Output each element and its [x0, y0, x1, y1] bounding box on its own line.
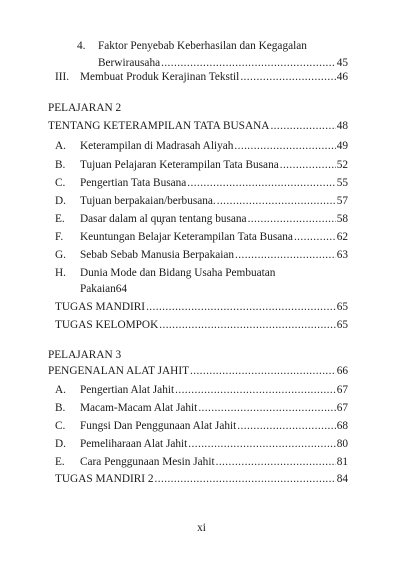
toc-item-number: C. — [55, 177, 66, 189]
section-title: PELAJARAN 2 — [48, 102, 122, 114]
toc-entry[interactable] — [80, 453, 348, 471]
toc-row — [0, 174, 403, 192]
toc-item-number: H. — [55, 267, 66, 279]
toc-entry[interactable] — [80, 137, 348, 155]
toc-row — [0, 280, 403, 298]
toc-entry[interactable] — [80, 246, 348, 264]
toc-item-page: 84 — [336, 473, 348, 485]
dot-leader — [237, 417, 335, 435]
toc-item-label: Cara Penggunaan Mesin Jahit — [80, 456, 215, 468]
toc-entry[interactable] — [80, 399, 348, 417]
toc-item-page: 67 — [336, 384, 348, 396]
toc-item-label: Membuat Produk Kerajinan Tekstil — [80, 71, 240, 83]
toc-item-label: TUGAS KELOMPOK — [55, 319, 159, 331]
dot-leader — [175, 381, 336, 399]
toc-item-label: PENGENALAN ALAT JAHIT — [48, 365, 189, 377]
toc-item-page: 67 — [336, 402, 348, 414]
dot-leader — [248, 210, 336, 228]
toc-item-label: Pakaian64 — [80, 283, 128, 295]
toc-item-number: A. — [55, 384, 66, 396]
toc-entry[interactable] — [55, 316, 348, 334]
dot-leader — [146, 298, 336, 316]
toc-entry[interactable] — [55, 298, 348, 316]
toc-item-number: A. — [55, 140, 66, 152]
toc-item-page: 65 — [336, 319, 348, 331]
toc-item-label: Keterampilan di Madrasah Aliyah — [80, 140, 234, 152]
toc-entry[interactable] — [80, 156, 348, 174]
toc-item-page: 45 — [336, 57, 348, 69]
toc-item-label: Berwirausaha — [98, 57, 161, 69]
toc-item-page: 66 — [336, 365, 348, 377]
toc-row — [0, 37, 403, 55]
toc-entry[interactable] — [48, 362, 348, 380]
dot-leader — [235, 246, 336, 264]
toc-item-page: 57 — [336, 195, 348, 207]
toc-entry[interactable] — [48, 117, 348, 135]
toc-item-number: D. — [55, 438, 66, 450]
toc-item-label: Pengertian Alat Jahit — [80, 384, 175, 396]
toc-item-page: 48 — [336, 120, 348, 132]
toc-item-label: Dunia Mode dan Bidang Usaha Pembuatan — [80, 267, 276, 279]
toc-item-label: TUGAS MANDIRI — [55, 301, 146, 313]
toc-entry[interactable] — [80, 192, 348, 210]
dot-leader — [159, 316, 335, 334]
toc-item-label: TENTANG KETERAMPILAN TATA BUSANA — [48, 120, 270, 132]
toc-entry[interactable] — [80, 210, 348, 228]
toc-row — [0, 68, 403, 86]
toc-entry[interactable] — [55, 470, 348, 488]
toc-item-label: Macam-Macam Alat Jahit — [80, 402, 198, 414]
toc-item-number: B. — [55, 402, 66, 414]
toc-item-number: 4. — [77, 40, 86, 52]
toc-item-page: 81 — [336, 456, 348, 468]
toc-item-label: TUGAS MANDIRI 2 — [55, 473, 154, 485]
toc-row — [0, 470, 403, 488]
toc-item-page: 68 — [336, 420, 348, 432]
toc-item-page: 55 — [336, 177, 348, 189]
toc-row — [0, 435, 403, 453]
toc-row — [0, 298, 403, 316]
toc-item-label: Pemeliharaan Alat Jahit — [80, 438, 188, 450]
dot-leader — [280, 156, 336, 174]
dot-leader — [234, 137, 335, 155]
dot-leader — [155, 470, 336, 488]
toc-item-number: E. — [55, 456, 65, 468]
dot-leader — [188, 435, 335, 453]
dot-leader — [190, 362, 336, 380]
toc-item-page: 58 — [336, 213, 348, 225]
dot-leader — [187, 174, 335, 192]
toc-row — [0, 362, 403, 380]
toc-row — [0, 137, 403, 155]
toc-item-label: Tujuan Pelajaran Keterampilan Tata Busana — [80, 159, 279, 171]
toc-item-page: 80 — [336, 438, 348, 450]
toc-item-number: G. — [55, 249, 66, 261]
dot-leader — [216, 453, 336, 471]
toc-item-page: 46 — [336, 71, 348, 83]
toc-row — [0, 228, 403, 246]
toc-row — [0, 156, 403, 174]
section-title: PELAJARAN 3 — [48, 349, 122, 361]
toc-item-page: 62 — [336, 231, 348, 243]
toc-entry[interactable] — [80, 435, 348, 453]
toc-row — [0, 316, 403, 334]
toc-item-label: Keuntungan Belajar Keterampilan Tata Busana — [80, 231, 293, 243]
toc-item-page: 49 — [336, 140, 348, 152]
toc-row — [0, 192, 403, 210]
toc-row — [0, 399, 403, 417]
toc-entry[interactable] — [80, 68, 348, 86]
toc-item-label: Pengertian Tata Busana — [80, 177, 187, 189]
toc-item-number: B. — [55, 159, 66, 171]
toc-row — [0, 246, 403, 264]
toc-row — [0, 117, 403, 135]
toc-item-page: 52 — [336, 159, 348, 171]
toc-item-label: Fungsi Dan Penggunaan Alat Jahit — [80, 420, 237, 432]
toc-entry[interactable] — [80, 417, 348, 435]
toc-entry[interactable] — [80, 174, 348, 192]
dot-leader — [217, 192, 336, 210]
toc-item-number: C. — [55, 420, 66, 432]
toc-row — [0, 210, 403, 228]
toc-entry[interactable] — [80, 228, 348, 246]
toc-item-label: Dasar dalam al qu̧ran tentang busana — [80, 213, 247, 225]
toc-item-label: Tujuan berpakaian/berbusana. — [80, 195, 216, 207]
dot-leader — [270, 117, 335, 135]
dot-leader — [240, 68, 335, 86]
toc-row — [0, 381, 403, 399]
toc-item-page: 65 — [336, 301, 348, 313]
dot-leader — [294, 228, 336, 246]
toc-item-number: III. — [55, 71, 70, 83]
page-number: xi — [197, 522, 206, 534]
toc-item-number: E. — [55, 213, 65, 225]
toc-item-number: D. — [55, 195, 66, 207]
toc-item-label: Faktor Penyebab Keberhasilan dan Kegagalan — [98, 40, 307, 52]
toc-entry[interactable] — [80, 381, 348, 399]
toc-item-label: Sebab Sebab Manusia Berpakaian — [80, 249, 235, 261]
toc-item-number: F. — [55, 231, 64, 243]
section-heading — [0, 99, 403, 117]
toc-row — [0, 417, 403, 435]
toc-item-page: 63 — [336, 249, 348, 261]
toc-row — [0, 453, 403, 471]
dot-leader — [198, 399, 335, 417]
